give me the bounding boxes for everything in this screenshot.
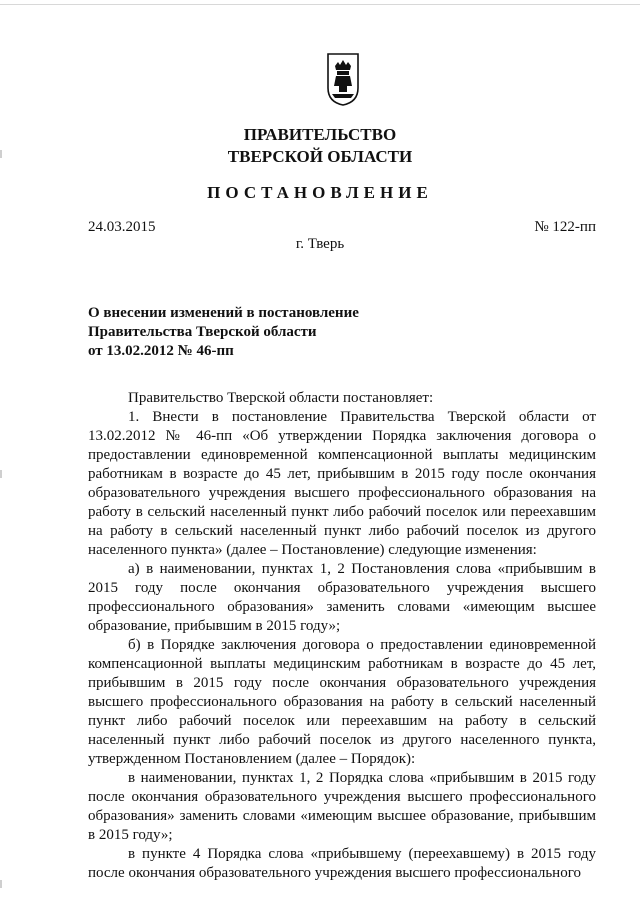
organization-name-line1: ПРАВИТЕЛЬСТВО [243, 125, 397, 144]
subject-line: от 13.02.2012 № 46-пп [88, 343, 234, 359]
document-body [88, 389, 596, 883]
coat-of-arms-icon [326, 52, 360, 106]
body-paragraph: 1. Внести в постановление Правительства Тверской области от 13.02.2012 № 46-пп «Об утверждении Порядка заключения договора о предоставлении единовременной компенсационной выплаты медицинским работникам в возрасте до 45 лет, прибывшим в 2015 году после окончания образовательного учреждения высшего профессионального образования на работу в сельский населенный пункт либо рабочий поселок или переехавшим на работу в сельский населенный пункт либо рабочий поселок из другого населенного пункта» (далее – Постановление) следующие изменения: [88, 409, 596, 558]
document-city: г. Тверь [295, 236, 345, 252]
scan-mark [0, 880, 2, 888]
document-date: 24.03.2015 [88, 219, 156, 235]
body-paragraph: а) в наименовании, пунктах 1, 2 Постановления слова «прибывшим в 2015 году после окончания образовательного учреждения высшего профессионального образования» заменить словами «имеющим высшее образование, прибывшим в 2015 году»; [88, 561, 596, 634]
document-type: ПОСТАНОВЛЕНИЕ [207, 183, 433, 202]
subject-line: Правительства Тверской области [88, 324, 317, 340]
document-number: № 122-пп [534, 219, 596, 235]
scan-edge-line [0, 4, 640, 5]
body-paragraph: Правительство Тверской области постановляет: [128, 390, 434, 406]
organization-name-line2: ТВЕРСКОЙ ОБЛАСТИ [227, 147, 413, 166]
subject-line: О внесении изменений в постановление [88, 305, 359, 321]
document-subject [88, 304, 359, 361]
body-paragraph: б) в Порядке заключения договора о предоставлении единовременной компенсационной выплаты медицинским работникам в возрасте до 45 лет, прибывшим в 2015 году после окончания образовательного учреждения высшего профессионального образования на работу в сельский населенный пункт либо рабочий поселок или переехавшим на работу в сельский населенный пункт либо рабочий поселок из другого населенного пункта, утвержденном Постановлением (далее – Порядок): [88, 637, 596, 767]
body-paragraph: в наименовании, пунктах 1, 2 Порядка слова «прибывшим в 2015 году после окончания образовательного учреждения высшего профессионального образования» заменить словами «имеющим высшее образование, прибывшим в 2015 году»; [88, 770, 596, 843]
scan-mark [0, 470, 2, 478]
body-paragraph: в пункте 4 Порядка слова «прибывшему (переехавшему) в 2015 году после окончания образовательного учреждения высшего профессионального [88, 846, 596, 881]
